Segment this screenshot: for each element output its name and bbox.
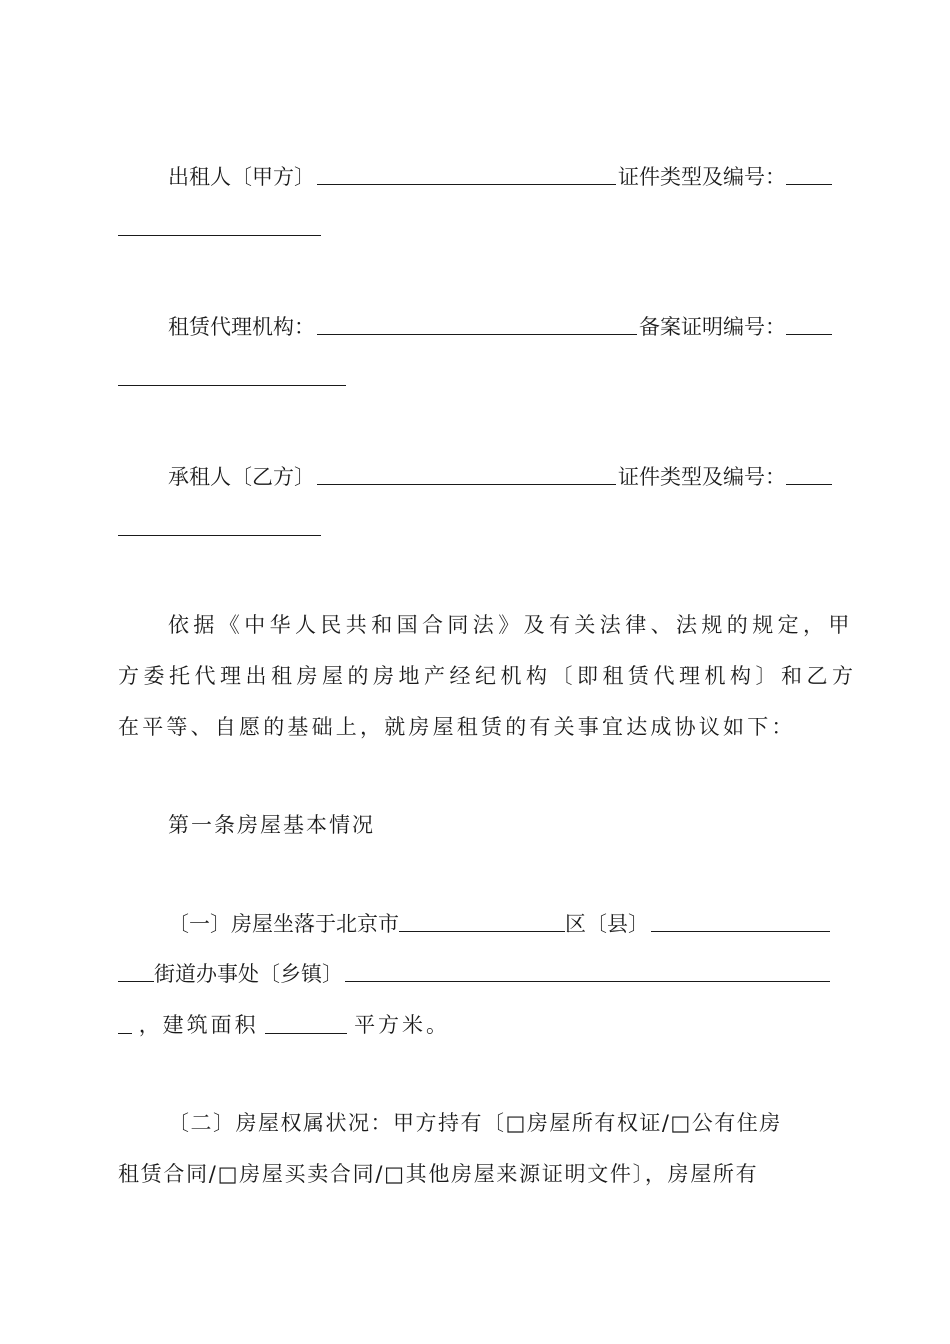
item1-street-label: 街道办事处〔乡镇〕: [154, 962, 343, 986]
lessee-id-blank-cont[interactable]: [118, 513, 321, 536]
lessor-label: 出租人〔甲方〕: [168, 165, 315, 189]
agency-record-blank-cont[interactable]: [118, 363, 346, 386]
item1-district-label: 区〔县〕: [565, 912, 649, 936]
preamble-line-2: 方委托代理出租房屋的房地产经纪机构〔即租赁代理机构〕和乙方: [118, 664, 858, 688]
item1-location-label: 〔一〕房屋坐落于北京市: [168, 912, 399, 936]
agency-record-blank[interactable]: [786, 312, 832, 335]
lessee-id-continuation: [118, 512, 832, 542]
agency-record-continuation: [118, 362, 832, 392]
district-blank[interactable]: [651, 909, 830, 932]
agency-label: 租赁代理机构：: [168, 315, 315, 339]
street-blank[interactable]: [345, 959, 830, 982]
lessee-row: [168, 462, 832, 492]
lessor-name-blank[interactable]: [317, 162, 616, 185]
lessor-id-continuation: [118, 212, 832, 242]
lessee-id-label: 证件类型及编号：: [618, 465, 786, 489]
lessor-row: [168, 162, 832, 192]
city-blank[interactable]: [399, 909, 565, 932]
article1-item1-line1: [168, 909, 832, 939]
article1-item1-line2: [118, 959, 832, 989]
preamble-line-1: 依据《中华人民共和国合同法》及有关法律、法规的规定，甲: [168, 613, 854, 637]
lessor-id-blank[interactable]: [786, 162, 832, 185]
item1-area-label: ，建筑面积: [138, 1013, 259, 1037]
lessee-name-blank[interactable]: [317, 462, 616, 485]
article1-item1-line3: [118, 1010, 832, 1040]
lessee-label: 承租人〔乙方〕: [168, 465, 315, 489]
lessor-id-blank-cont[interactable]: [118, 213, 321, 236]
item1-area-unit: 平方米。: [354, 1013, 451, 1037]
article1-title: 第一条房屋基本情况: [168, 813, 375, 837]
agency-record-label: 备案证明编号：: [639, 315, 786, 339]
street-blank-cont[interactable]: [118, 1011, 132, 1034]
lessee-id-blank[interactable]: [786, 462, 832, 485]
agency-row: [168, 312, 832, 342]
area-blank[interactable]: [265, 1011, 347, 1034]
preamble-line-3: 在平等、自愿的基础上，就房屋租赁的有关事宜达成协议如下：: [118, 715, 796, 739]
lessor-id-label: 证件类型及编号：: [618, 165, 786, 189]
article1-item2-line1: 〔二〕房屋权属状况：甲方持有〔□房屋所有权证/□公有住房: [168, 1111, 782, 1135]
agency-name-blank[interactable]: [317, 312, 637, 335]
district-blank-cont[interactable]: [118, 959, 154, 982]
article1-item2-line2: 租赁合同/□房屋买卖合同/□其他房屋来源证明文件〕，房屋所有: [118, 1162, 759, 1186]
